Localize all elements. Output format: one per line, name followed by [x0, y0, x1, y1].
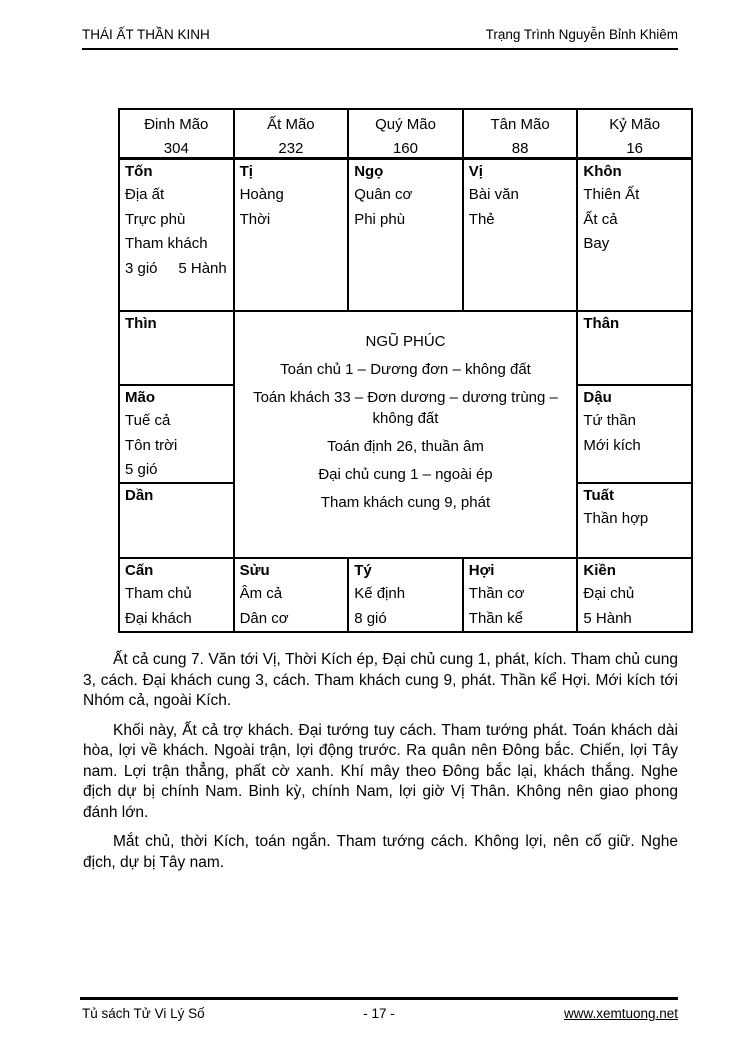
branch-title: Tốn — [125, 163, 153, 180]
cell-line: Phi phù — [354, 210, 406, 228]
year-cell-dinh-mao — [119, 109, 234, 159]
branch-title: Dậu — [583, 389, 612, 406]
branch-cell-vi — [463, 159, 578, 311]
cell-line: Mới kích — [583, 436, 641, 454]
branch-cell-than — [577, 311, 692, 385]
year-name: Kỷ Mão — [609, 116, 661, 133]
cell-line: Trực phù — [125, 210, 186, 228]
branch-title: Tuất — [583, 487, 614, 504]
thai-at-chart-grid — [118, 108, 693, 633]
year-name: Ất Mão — [267, 116, 315, 133]
year-value: 232 — [278, 140, 304, 157]
cell-line: Đại chủ — [583, 585, 635, 602]
branch-cell-mao — [119, 385, 234, 483]
cell-line: Thần kể — [468, 609, 523, 627]
year-value: 88 — [511, 140, 529, 157]
year-value: 160 — [392, 140, 418, 157]
cell-line: Bài văn — [468, 186, 519, 203]
branch-cell-kien — [577, 558, 692, 632]
branch-cell-khon — [577, 159, 692, 311]
cell-line: Dân cơ — [239, 609, 289, 627]
footer-series-title: Tủ sách Tử Vi Lý Số — [82, 1006, 205, 1021]
branch-cell-ton — [119, 159, 234, 311]
year-name: Đinh Mão — [144, 116, 209, 133]
book-title: THÁI ẤT THẦN KINH — [82, 27, 210, 42]
branch-title: Dần — [125, 487, 154, 504]
center-line: Toán chủ 1 – Dương đơn – không đất — [280, 361, 531, 378]
branch-title: Thân — [583, 315, 620, 332]
center-line: Tham khách cung 9, phát — [320, 494, 491, 511]
page-header — [82, 27, 678, 50]
cell-line: Địa ất — [125, 186, 165, 203]
cell-line: Quân cơ — [354, 186, 413, 203]
year-name: Quý Mão — [375, 116, 436, 133]
cell-line: Tham khách — [125, 235, 208, 252]
website-link[interactable]: www.xemtuong.net — [563, 1006, 678, 1021]
cell-line: Kế định — [354, 585, 406, 602]
branch-cell-dau — [577, 385, 692, 483]
paragraph-2: Khối này, Ất cả trợ khách. Đại tướng tuy cách. Tham tướng phát. Toán khách dài hòa, lợi về khách. Ngoài trận, lợi động trước. Ra quân nên Đông bắc. Chiến, lợi Tây nam. Lợi trận thẳng, phất cờ xanh. Khí mây theo Đông bắc lại, khách thắng. Nghe địch dự bị chính Nam. Binh kỳ, chính Nam, lợi giờ Vị Thân. Không nên giao phong đánh lớn. — [83, 721, 678, 821]
cell-line: Bay — [583, 235, 610, 252]
year-value: 16 — [626, 140, 644, 157]
cell-line: Thiên Ất — [583, 186, 640, 203]
cell-line: Thần cơ — [468, 585, 525, 602]
cell-line: Thần hợp — [583, 510, 649, 527]
branch-title: Khôn — [583, 163, 622, 180]
cell-line: 3 gió 5 Hành — [125, 259, 227, 277]
branch-cell-thin — [119, 311, 234, 385]
commentary-text — [83, 650, 678, 882]
cell-line: Tôn trời — [125, 436, 178, 454]
cell-line: 5 Hành — [583, 609, 632, 627]
branch-cell-dan — [119, 483, 234, 558]
center-title: NGŨ PHÚC — [365, 333, 446, 350]
branch-cell-ti — [234, 159, 349, 311]
cell-line: Ất cả — [583, 210, 618, 228]
branch-title: Sửu — [239, 562, 270, 579]
cell-line: Đại khách — [125, 609, 192, 627]
cell-line: Tứ thần — [583, 412, 636, 429]
branch-cell-ty — [348, 558, 463, 632]
branch-cell-hoi — [463, 558, 578, 632]
cell-line: 8 gió — [354, 609, 387, 627]
paragraph-1: Ất cả cung 7. Văn tới Vị, Thời Kích ép, Đại chủ cung 1, phát, kích. Tham chủ cung 3, cách. Đại khách cung 3, cách. Tham khách cung 9, phát. Thần kể Hợi. Mới kích tới Nhóm cả, ngoài Kích. — [83, 651, 678, 709]
branch-cell-tuat — [577, 483, 692, 558]
book-author: Trạng Trình Nguyễn Bỉnh Khiêm — [485, 27, 678, 42]
cell-line: Thẻ — [468, 210, 495, 228]
page-number: - 17 - — [363, 1006, 395, 1021]
year-value: 304 — [163, 140, 189, 157]
center-line: Toán khách 33 – Đơn dương – dương trùng – không đất — [253, 389, 558, 427]
branch-title: Cấn — [125, 562, 154, 579]
cell-line: Hoàng — [239, 186, 284, 203]
cell-line: Tuế cả — [125, 412, 171, 429]
branch-title: Tý — [354, 562, 372, 579]
year-cell-quy-mao — [348, 109, 463, 159]
cell-line: Tham chủ — [125, 585, 192, 602]
cell-line: Thời — [239, 210, 271, 228]
year-name: Tân Mão — [490, 116, 550, 133]
branch-title: Thìn — [125, 315, 157, 332]
branch-title: Ngọ — [354, 163, 384, 180]
year-cell-ky-mao — [577, 109, 692, 159]
ngu-phuc-summary-cell — [234, 311, 578, 558]
branch-cell-ngo — [348, 159, 463, 311]
page-footer — [80, 997, 678, 1021]
year-cell-tan-mao — [463, 109, 578, 159]
cell-line: Âm cả — [239, 585, 283, 602]
paragraph-3: Mắt chủ, thời Kích, toán ngắn. Tham tướng cách. Không lợi, nên cố giữ. Nghe địch, dự bị Tây nam. — [83, 833, 678, 871]
branch-title: Kiền — [583, 562, 616, 579]
center-line: Toán định 26, thuần âm — [327, 438, 484, 455]
cell-line: 5 gió — [125, 461, 158, 478]
branch-title: Hợi — [468, 562, 495, 579]
branch-title: Mão — [125, 389, 155, 406]
branch-cell-suu — [234, 558, 349, 632]
branch-cell-can — [119, 558, 234, 632]
year-cell-at-mao — [234, 109, 349, 159]
center-line: Đại chủ cung 1 – ngoài ép — [318, 466, 493, 483]
branch-title: Vị — [468, 163, 483, 180]
branch-title: Tị — [239, 163, 253, 180]
